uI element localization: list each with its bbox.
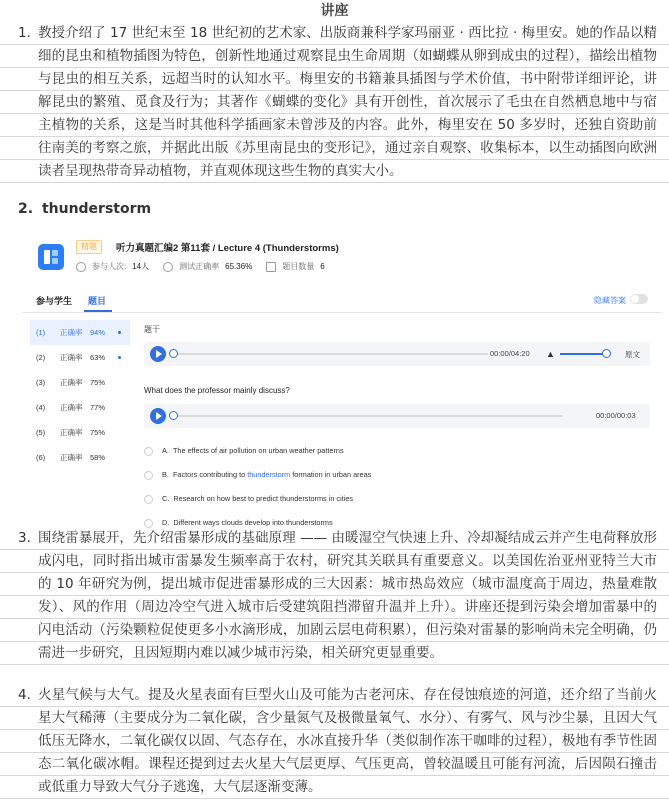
accuracy-percent: 77% (90, 403, 106, 412)
question-text: What does the professor mainly discuss? (144, 386, 290, 395)
lecture-title: 听力真题汇编2 第11套 / Lecture 4 (Thunderstorms) (116, 243, 339, 254)
app-logo-icon (38, 244, 64, 270)
question-count-value: 6 (320, 262, 325, 271)
accuracy-percent: 75% (90, 428, 106, 437)
accuracy-label: 正确率 (60, 403, 83, 412)
tag-badge: 精题 (76, 240, 102, 254)
stem-label: 题干 (144, 325, 160, 334)
section-2-heading (18, 201, 151, 217)
option-text: Different ways clouds develop into thunderstorms (173, 518, 333, 527)
accuracy-label: 正确率 (60, 378, 83, 387)
accuracy-percent: 58% (90, 453, 106, 462)
section-number: 4. (18, 687, 31, 703)
radio[interactable] (144, 447, 153, 456)
progress-handle[interactable] (169, 411, 178, 420)
stats-row (76, 261, 333, 272)
question-number: (5) (36, 428, 46, 437)
volume-slider[interactable] (560, 353, 606, 355)
option-letter: C. (162, 494, 170, 503)
tabs (34, 294, 654, 314)
play-icon[interactable] (150, 408, 166, 424)
question-item[interactable] (30, 370, 130, 395)
play-icon[interactable] (150, 346, 166, 362)
question-number: (3) (36, 378, 46, 387)
original-text-button[interactable]: 原文 (625, 350, 640, 359)
accuracy-label: 正确率 (60, 353, 83, 362)
tab-participants[interactable]: 参与学生 (36, 296, 73, 306)
tab-questions[interactable]: 题目 (88, 296, 107, 306)
option-text: formation in urban areas (290, 470, 372, 479)
lecture-header (34, 230, 654, 278)
question-number: (1) (36, 328, 46, 337)
question-number: (2) (36, 353, 46, 362)
accuracy-value: 65.36% (225, 262, 253, 271)
divider (22, 312, 662, 313)
radio[interactable] (144, 471, 153, 480)
section-text: 火星气候与大气。提及火星表面有巨型火山及可能为古老河床、存在侵蚀痕迹的河道，还介绍了当前火星大气稀薄（主要成分为二氧化碳，含少量氮气及极微量氧气、水分）、有雾气、风与沙尘暴，且因大气低压无降水，二氧化碳仅以固、气态存在，水冰直接升华（类似制作冻干咖啡的过程），极地有季节性固态二氧化碳冰帽。课程还提到过去火星大气层更厚、气压更高，曾较温暖且可能有河流，后因陨石撞击或低重力导致大气分子逃逸，大气层逐渐变薄。 (38, 687, 657, 795)
page-title: 讲座 (320, 3, 349, 19)
section-3 (0, 527, 669, 665)
section-text: 教授介绍了 17 世纪末至 18 世纪初的艺术家、出版商兼科学家玛丽亚 · 西比拉 · 梅里安。她的作品以精细的昆虫和植物插图为特色，创新性地通过观察昆虫生命周期（如蝴蝶从卵到成虫的过程），描绘出植物与昆虫的相互关系，远超当时的认知水平。梅里安的书籍兼具插图与学术价值，书中附带详细评论，讲解昆虫的繁殖、觅食及行为；其著作《蝴蝶的变化》具有开创性，首次展示了毛虫在自然栖息地中与宿主植物的关系，这是当时其他科学插画家未曾涉及的内容。此外，梅里安在 50 多岁时，还独自资助前往南美的考察之旅，并据此出版《苏里南昆虫的变形记》，通过亲自观察、收集标本，以生动插图向欧洲读者呈现热带奇异动植物，并直观体现这些生物的真实大小。 (38, 25, 657, 179)
section-number: 2. (18, 201, 34, 217)
participants-label: 参与人次: (92, 262, 127, 271)
lecture-screenshot (22, 224, 662, 527)
option-text: The effects of air pollution on urban weather patterns (172, 446, 344, 455)
accuracy-percent: 94% (90, 328, 106, 337)
accuracy-label: 正确率 (60, 453, 83, 462)
question-item[interactable] (30, 420, 130, 445)
option-text: Research on how best to predict thunderstorms in cities (173, 494, 354, 503)
accuracy-percent: 75% (90, 378, 106, 387)
option-letter: D. (162, 518, 170, 527)
accuracy-label: 正确率 (60, 328, 83, 337)
audio-player-passage (144, 342, 650, 366)
status-dot (118, 356, 121, 359)
radio[interactable] (144, 495, 153, 504)
question-number: (4) (36, 403, 46, 412)
question-number: (6) (36, 453, 46, 462)
section-text: 围绕雷暴展开，先介绍雷暴形成的基础原理 —— 由暖湿空气快速上升、冷却凝结成云并产生电荷释放形成闪电，同时指出城市雷暴发生频率高于农村，研究其关联具有重要意义。以美国佐治亚州亚特兰大市的 10 年研究为例，提出城市促进雷暴形成的三大因素：城市热岛效应（城市温度高于周边，热量难散发）、风的作用（周边冷空气进入城市后受建筑阻挡滞留升温并上升）。讲座还提到污染会增加雷暴中的闪电活动（污染颗粒促使更多小水滴形成，加剧云层电荷积累），但污染对雷暴的影响尚未完全明确，仍需进一步研究，且因短期内难以减少城市污染，相关研究更显重要。 (38, 530, 657, 661)
progress-track[interactable] (172, 415, 562, 417)
hide-answers-label: 隐藏答案 (594, 296, 626, 305)
highlighted-keyword: thunderstorm (247, 470, 291, 479)
accuracy-label: 测试正确率 (179, 262, 220, 271)
question-item[interactable] (30, 395, 130, 420)
progress-handle[interactable] (169, 349, 178, 358)
user-icon (76, 262, 86, 272)
option-letter: B. (162, 470, 169, 479)
question-count-icon (266, 262, 276, 272)
question-count-label: 题目数量 (282, 262, 315, 271)
option-text: Factors contributing to (172, 470, 248, 479)
question-item[interactable] (30, 345, 130, 370)
section-1 (0, 22, 669, 183)
volume-icon[interactable]: ▲ (546, 349, 555, 359)
status-dot (118, 331, 121, 334)
audio-time: 00:00/04:20 (490, 349, 530, 358)
section-number: 3. (18, 530, 31, 546)
check-circle-icon (163, 262, 173, 272)
accuracy-percent: 63% (90, 353, 106, 362)
progress-track[interactable] (172, 353, 488, 355)
question-item[interactable] (30, 445, 130, 470)
audio-time: 00:00/00:03 (596, 411, 636, 420)
volume-handle[interactable] (602, 349, 611, 358)
hide-answers-toggle[interactable] (630, 294, 648, 304)
accuracy-label: 正确率 (60, 428, 83, 437)
participants-value: 14人 (132, 262, 150, 271)
question-list (30, 320, 130, 470)
option-letter: A. (162, 446, 169, 455)
section-number: 1. (18, 25, 31, 41)
section-4 (0, 684, 669, 803)
question-item[interactable] (30, 320, 130, 345)
audio-player-question (144, 404, 650, 428)
section-title: thunderstorm (41, 201, 152, 217)
